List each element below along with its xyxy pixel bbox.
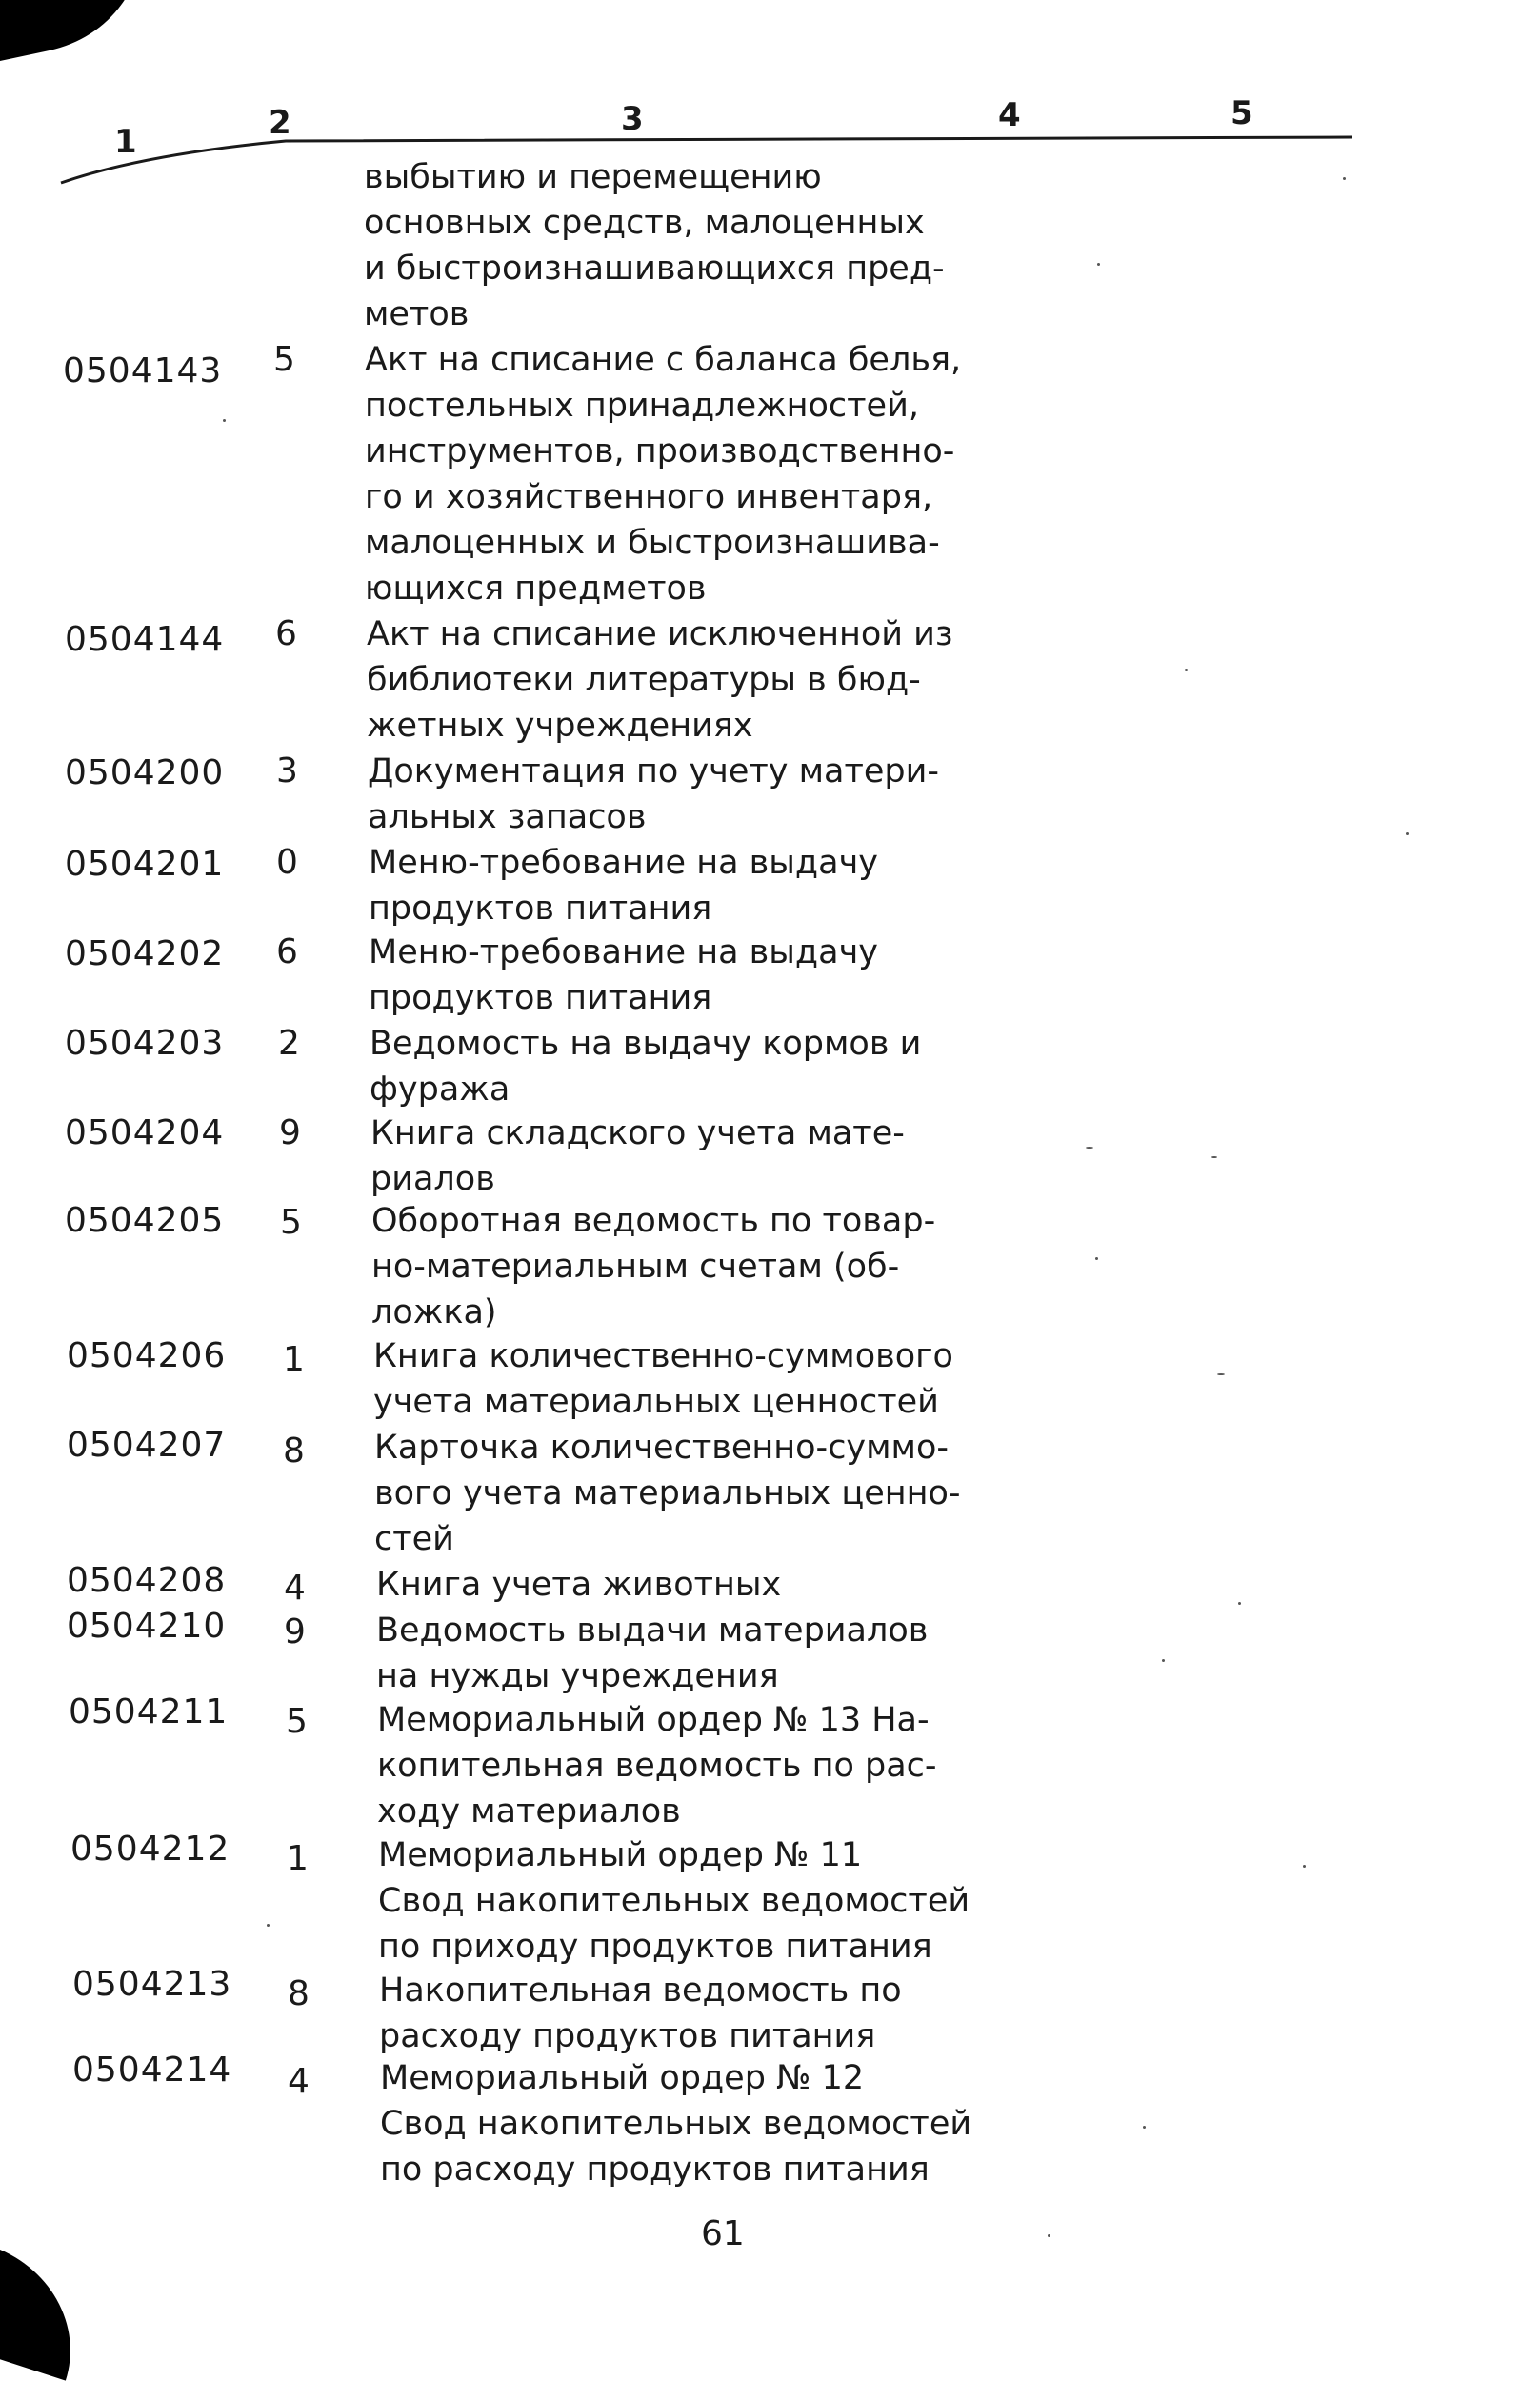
check-digit: 0 <box>276 843 298 882</box>
form-name: Накопительная ведомость по расходу продуктов питания <box>379 1971 902 2055</box>
page-number: 61 <box>701 2214 745 2253</box>
form-name: Акт на списание исключенной из библиотеки литературы в бюд- жетных учреждениях <box>367 615 953 745</box>
form-code: 0504208 <box>67 1561 227 1600</box>
form-name: Книга количественно-суммового учета материальных ценностей <box>373 1337 953 1421</box>
form-name: Оборотная ведомость по товар- но-материальным счетам (об- ложка) <box>371 1202 936 1331</box>
scan-speck <box>1086 1147 1093 1149</box>
form-code: 0504211 <box>69 1692 229 1731</box>
form-code: 0504143 <box>63 351 223 390</box>
check-digit: 6 <box>275 614 297 653</box>
check-digit: 5 <box>286 1702 308 1741</box>
scan-speck <box>1097 263 1100 266</box>
column-header-4: 4 <box>998 96 1021 134</box>
form-code: 0504206 <box>67 1336 227 1375</box>
check-digit: 9 <box>279 1113 301 1152</box>
scan-speck <box>1343 177 1346 180</box>
check-digit: 2 <box>278 1024 300 1063</box>
form-code: 0504205 <box>65 1201 225 1240</box>
form-code: 0504214 <box>72 2051 232 2090</box>
form-name: Ведомость выдачи материалов на нужды учреждения <box>376 1611 929 1695</box>
check-digit: 4 <box>284 1569 306 1608</box>
check-digit: 8 <box>283 1431 305 1471</box>
form-name: Книга складского учета мате- риалов <box>370 1114 905 1198</box>
scan-speck <box>1238 1602 1241 1605</box>
scan-speck <box>223 419 226 422</box>
scan-speck <box>1303 1865 1306 1868</box>
form-name: Мемориальный ордер № 13 На- копительная ведомость по рас- ходу материалов <box>377 1701 937 1831</box>
form-name: Мемориальный ордер № 11 Свод накопительных ведомостей по приходу продуктов питания <box>378 1836 970 1966</box>
form-name: Мемориальный ордер № 12 Свод накопительных ведомостей по расходу продуктов питания <box>380 2059 972 2189</box>
form-code: 0504212 <box>70 1830 230 1869</box>
scan-speck <box>1048 2234 1050 2237</box>
check-digit: 1 <box>287 1839 309 1878</box>
form-name: Документация по учету матери- альных запасов <box>368 752 939 836</box>
form-code: 0504204 <box>65 1113 225 1152</box>
form-name: Книга учета животных <box>376 1566 782 1604</box>
scan-speck <box>1095 1257 1098 1260</box>
scan-speck <box>1211 1156 1217 1158</box>
form-name: Карточка количественно-суммо- вого учета материальных ценно- стей <box>374 1429 961 1558</box>
check-digit: 8 <box>288 1974 310 2013</box>
form-code: 0504203 <box>65 1024 225 1063</box>
form-code: 0504207 <box>67 1426 227 1465</box>
scan-speck <box>1185 669 1188 671</box>
form-code: 0504144 <box>65 620 225 659</box>
form-name: Меню-требование на выдачу продуктов питания <box>369 844 878 928</box>
form-code: 0504200 <box>65 753 225 792</box>
check-digit: 9 <box>284 1612 306 1651</box>
form-code: 0504213 <box>72 1965 232 2004</box>
column-header-2: 2 <box>269 104 291 142</box>
check-digit: 5 <box>273 340 295 379</box>
column-header-1: 1 <box>114 123 137 161</box>
column-header-5: 5 <box>1230 94 1253 132</box>
form-code: 0504210 <box>67 1607 227 1646</box>
form-code: 0504201 <box>65 845 225 884</box>
form-code: 0504202 <box>65 934 225 973</box>
check-digit: 5 <box>280 1203 302 1242</box>
scan-speck <box>1143 2126 1146 2129</box>
scan-speck <box>1162 1659 1165 1662</box>
form-name: выбытию и перемещению основных средств, малоценных и быстроизнашивающихся пред- метов <box>364 158 945 333</box>
form-name: Меню-требование на выдачу продуктов питания <box>369 933 878 1017</box>
scan-speck <box>1406 832 1409 835</box>
column-header-3: 3 <box>621 100 644 138</box>
check-digit: 3 <box>276 751 298 790</box>
check-digit: 1 <box>283 1340 305 1379</box>
scan-speck <box>267 1924 270 1927</box>
form-name: Акт на списание с баланса белья, постельных принадлежностей, инструментов, производственно- го и хозяйственного инвентаря, малоценных и быстроизнашива- ющихся предметов <box>365 341 962 608</box>
form-name: Ведомость на выдачу кормов и фуража <box>370 1025 922 1109</box>
check-digit: 6 <box>276 932 298 971</box>
scan-speck <box>1217 1373 1225 1375</box>
check-digit: 4 <box>288 2062 310 2101</box>
